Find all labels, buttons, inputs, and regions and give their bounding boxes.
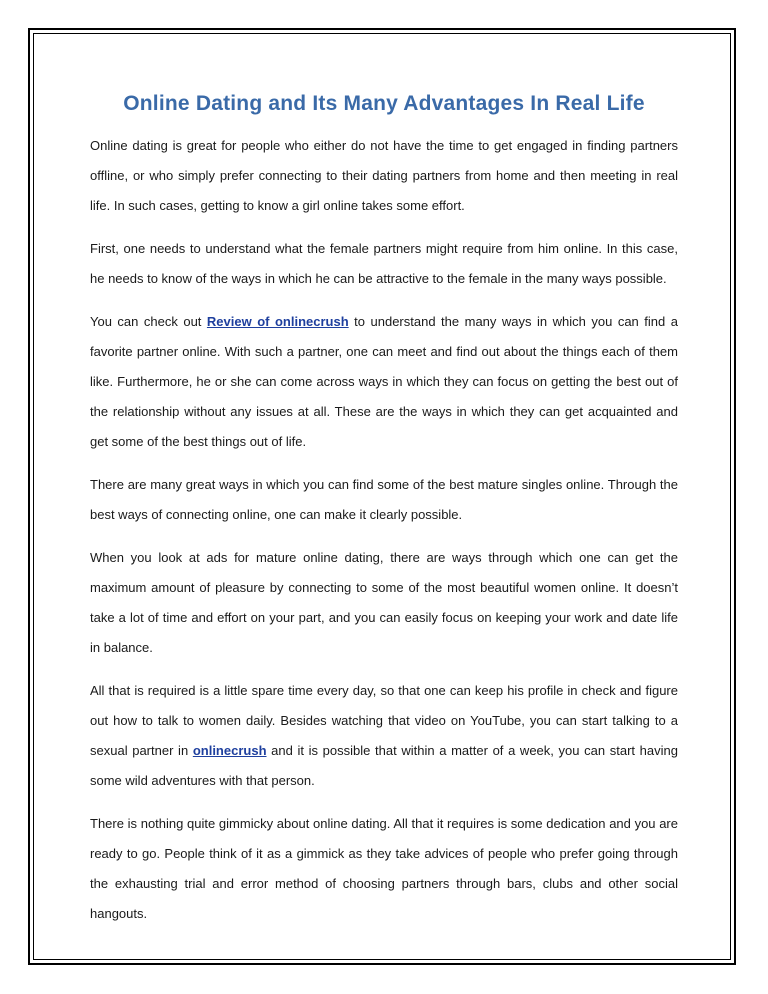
paragraph-4: There are many great ways in which you can find some of the best mature singles online. Through the best ways of connecting online, one can make it clearly possible. [90,477,678,522]
paragraph-7: There is nothing quite gimmicky about online dating. All that it requires is some dedication and you are ready to go. People think of it as a gimmick as they take advices of people who prefer going through the exhausting trial and error method of choosing partners through bars, clubs and other social hangouts. [90,816,678,921]
paragraph-5: When you look at ads for mature online dating, there are ways through which one can get the maximum amount of pleasure by connecting to some of the most beautiful women online. It doesn’t take a lot of time and effort on your part, and you can easily focus on keeping your work and date life in balance. [90,550,678,655]
review-onlinecrush-link[interactable]: Review of onlinecrush [206,314,349,329]
paragraph-6-after: and it is possible that within a matter of a week, you can start having some wild adventures with that person. [90,743,678,788]
paragraph-3-after: to understand the many ways in which you can find a favorite partner online. With such a partner, one can meet and find out about the things each of them like. Furthermore, he or she can come across ways in which they can focus on getting the best out of the relationship without any issues at all. These are the ways in which they can get acquainted and get some of the best things out of life. [90,314,678,449]
paragraph-6-before: All that is required is a little spare time every day, so that one can keep his profile in check and figure out how to talk to women daily. Besides watching that video on YouTube, you can start talking to a sexual partner in [90,683,678,758]
document-title: Online Dating and Its Many Advantages In Real Life [123,92,645,115]
paragraph-2: First, one needs to understand what the female partners might require from him online. In this case, he needs to know of the ways in which he can be attractive to the female in the many ways possible. [90,241,678,286]
onlinecrush-link[interactable]: onlinecrush [192,743,267,758]
paragraph-1: Online dating is great for people who either do not have the time to get engaged in finding partners offline, or who simply prefer connecting to their dating partners from home and then meeting in real life. In such cases, getting to know a girl online takes some effort. [90,138,678,213]
paragraph-3-before: You can check out [90,314,207,329]
paragraph-3 [90,307,678,457]
document-body [90,92,678,942]
paragraph-6 [90,676,678,796]
